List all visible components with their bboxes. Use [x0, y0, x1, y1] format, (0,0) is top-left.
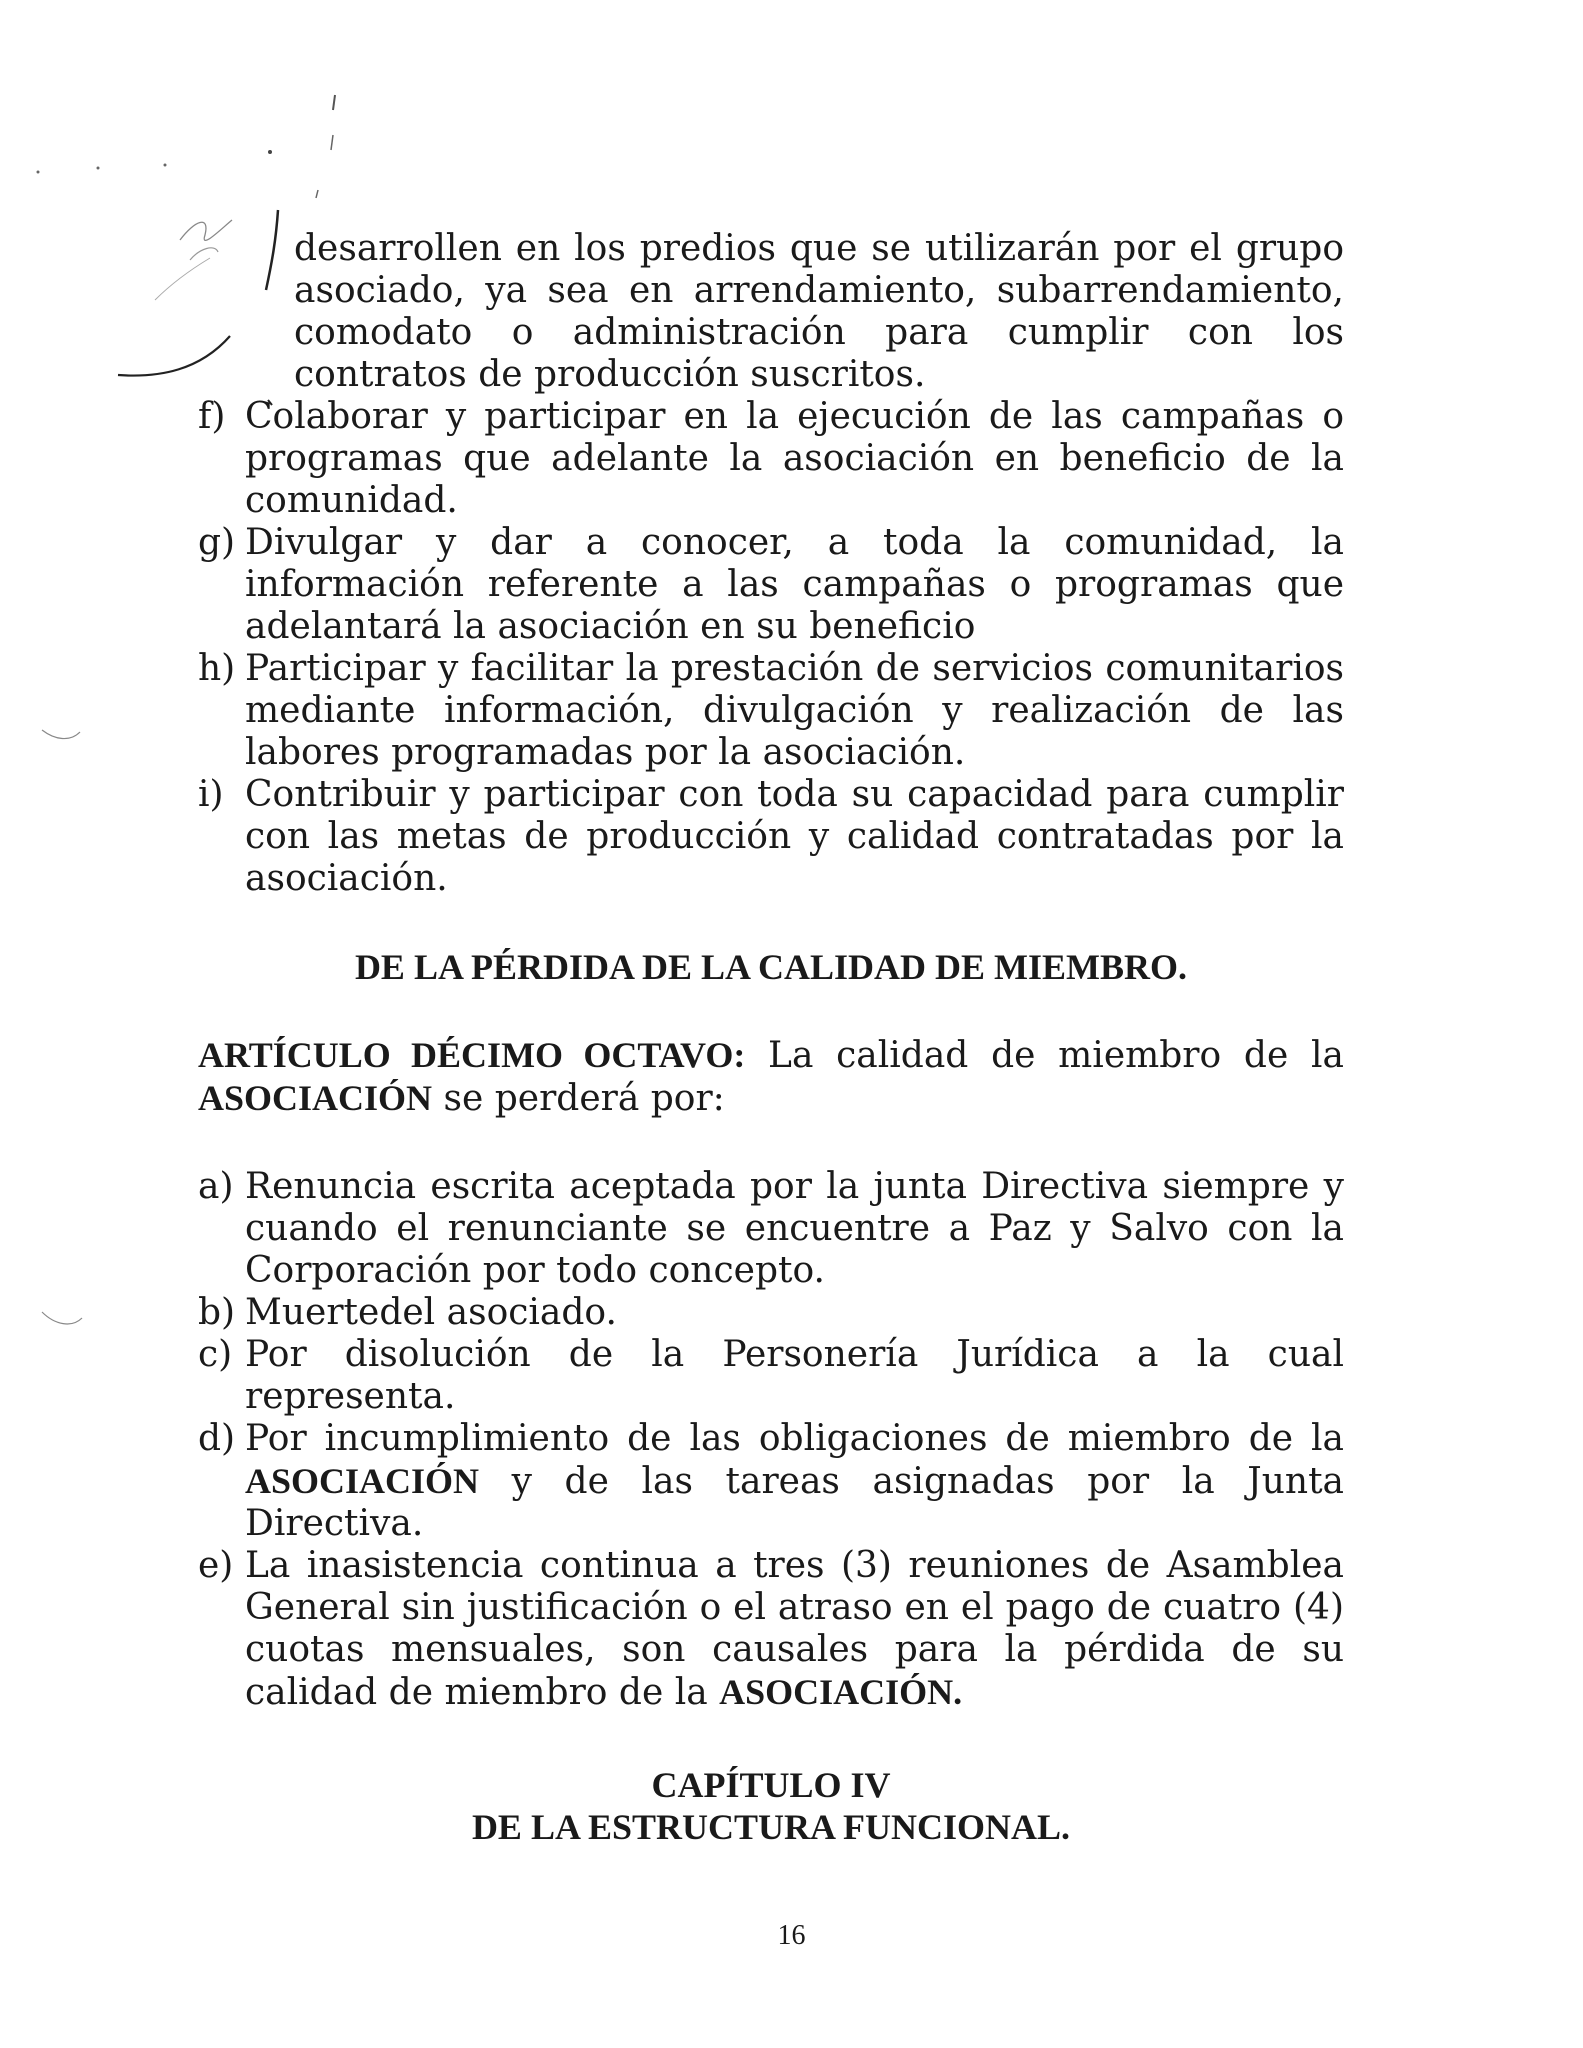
- list-marker: c): [198, 1334, 233, 1375]
- list-marker: g): [198, 522, 236, 563]
- list-item-text: Renuncia escrita aceptada por la junta Directiva siempre y cuando el renunciante se encuentre a Paz y Salvo con la Corporación por todo concepto.: [245, 1166, 1344, 1291]
- page-number: 16: [777, 1920, 806, 1951]
- list-marker: a): [198, 1166, 234, 1207]
- list-item: [198, 1545, 1344, 1714]
- chapter-number: CAPÍTULO IV: [651, 1765, 891, 1805]
- cause-e-text: La inasistencia continua a tres (3) reuniones de Asamblea General sin justificación o el atraso en el pago de cuatro (4) cuotas mensuales, son causales para la pérdida de su calidad de miembro de la: [245, 1545, 1344, 1713]
- list-item: [198, 1418, 1344, 1545]
- list-marker: f): [198, 396, 226, 437]
- list-marker: e): [198, 1545, 234, 1586]
- article-text: La calidad de miembro de la: [768, 1035, 1344, 1076]
- article-text-continued: se perderá por:: [443, 1078, 725, 1119]
- list-item: [198, 396, 1344, 522]
- list-item: [198, 648, 1344, 774]
- list-item: [198, 1166, 1344, 1292]
- article-paragraph: [198, 1034, 1344, 1120]
- list-item-text: Colaborar y participar en la ejecución de las campañas o programas que adelante la asociación en beneficio de la comunidad.: [245, 396, 1344, 521]
- article-bold-word: ASOCIACIÓN: [198, 1078, 433, 1118]
- cause-d-text-continued: y de las tareas asignadas por la Junta Directiva.: [245, 1461, 1344, 1544]
- document-body: [198, 228, 1344, 1848]
- list-item: [198, 522, 1344, 648]
- chapter-title: DE LA ESTRUCTURA FUNCIONAL.: [471, 1807, 1071, 1847]
- list-item-text: [245, 1418, 1344, 1545]
- list-item-text: [245, 1545, 1344, 1714]
- list-marker: d): [198, 1418, 236, 1459]
- list-item-text: Participar y facilitar la prestación de servicios comunitarios mediante información, divulgación y realización de las labores programadas por la asociación.: [245, 648, 1344, 773]
- cause-e-bold-word: ASOCIACIÓN.: [719, 1672, 963, 1712]
- duties-list: [198, 396, 1344, 900]
- causes-list: [198, 1166, 1344, 1714]
- list-item: [198, 1292, 1344, 1334]
- list-item-text: Por disolución de la Personería Jurídica a la cual representa.: [245, 1334, 1344, 1417]
- list-marker: i): [198, 774, 224, 815]
- continuation-paragraph: desarrollen en los predios que se utilizarán por el grupo asociado, ya sea en arrendamiento, subarrendamiento, comodato o administración para cumplir con los contratos de producción suscritos.: [294, 228, 1344, 395]
- list-item-text: Contribuir y participar con toda su capacidad para cumplir con las metas de producción y calidad contratadas por la asociación.: [245, 774, 1344, 899]
- cause-d-bold-word: ASOCIACIÓN: [245, 1461, 480, 1501]
- list-item: [198, 774, 1344, 900]
- list-marker: b): [198, 1292, 236, 1333]
- section-heading: DE LA PÉRDIDA DE LA CALIDAD DE MIEMBRO.: [354, 947, 1188, 987]
- list-item-text: Divulgar y dar a conocer, a toda la comunidad, la información referente a las campañas o programas que adelantará la asociación en su beneficio: [245, 522, 1344, 647]
- article-label: ARTÍCULO DÉCIMO OCTAVO:: [198, 1035, 746, 1075]
- list-item: [198, 1334, 1344, 1418]
- list-item-text: Muertedel asociado.: [245, 1292, 617, 1333]
- list-marker: h): [198, 648, 236, 689]
- cause-d-text: Por incumplimiento de las obligaciones de miembro de la: [245, 1418, 1344, 1459]
